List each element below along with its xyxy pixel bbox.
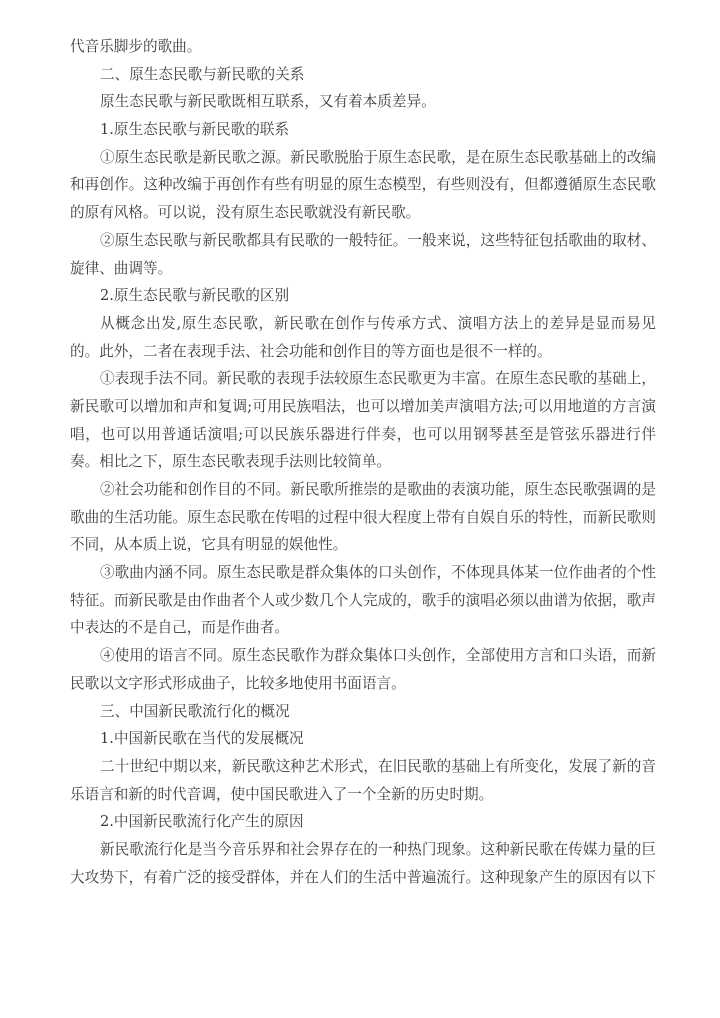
text-line: 歌曲的生活功能。原生态民歌在传唱的过程中很大程度上带有自娱自乐的特性，而新民歌则 <box>70 508 656 526</box>
text-line: 1.原生态民歌与新民歌的联系 <box>100 121 290 139</box>
text-line: 2.中国新民歌流行化产生的原因 <box>100 813 304 831</box>
text-line: 三、中国新民歌流行化的概况 <box>100 702 290 720</box>
text-line: 大攻势下，有着广泛的接受群体，并在人们的生活中普遍流行。这种现象产生的原因有以下 <box>70 868 656 886</box>
text-line: 新民歌流行化是当今音乐界和社会界存在的一种热门现象。这种新民歌在传媒力量的巨 <box>100 840 656 858</box>
text-line: 不同，从本质上说，它具有明显的娱他性。 <box>70 536 348 554</box>
paragraph <box>70 808 656 836</box>
paragraph <box>70 144 656 227</box>
text-line: 2.原生态民歌与新民歌的区别 <box>100 287 290 305</box>
paragraph <box>70 310 656 365</box>
paragraph <box>70 227 656 282</box>
text-line: 和再创作。这种改编于再创作有些有明显的原生态模型，有些则没有，但都遵循原生态民歌 <box>70 176 656 194</box>
paragraph <box>70 642 656 697</box>
paragraph <box>70 33 656 61</box>
text-line: 代音乐脚步的歌曲。 <box>70 38 202 55</box>
document-body <box>70 33 656 891</box>
text-line: 唱，也可以用普通话演唱;可以民族乐器进行伴奏，也可以用钢琴甚至是管弦乐器进行伴 <box>70 425 656 443</box>
text-line: 原生态民歌与新民歌既相互联系，又有着本质差异。 <box>100 93 436 111</box>
paragraph <box>70 559 656 642</box>
text-line: 新民歌可以增加和声和复调;可用民族唱法，也可以增加美声演唱方法;可以用地道的方言演 <box>70 397 656 415</box>
paragraph <box>70 836 656 891</box>
text-line: ②原生态民歌与新民歌都具有民歌的一般特征。一般来说，这些特征包括歌曲的取材、 <box>100 231 656 249</box>
text-line: ①原生态民歌是新民歌之源。新民歌脱胎于原生态民歌，是在原生态民歌基础上的改编 <box>100 148 656 166</box>
text-line: ①表现手法不同。新民歌的表现手法较原生态民歌更为丰富。在原生态民歌的基础上， <box>100 370 656 388</box>
paragraph <box>70 61 656 89</box>
paragraph <box>70 88 656 116</box>
text-line: 奏。相比之下，原生态民歌表现手法则比较简单。 <box>70 453 392 471</box>
text-line: 特征。而新民歌是由作曲者个人或少数几个人完成的，歌手的演唱必须以曲谱为依据，歌声 <box>70 591 656 609</box>
paragraph <box>70 282 656 310</box>
paragraph <box>70 116 656 144</box>
text-line: 民歌以文字形式形成曲子，比较多地使用书面语言。 <box>70 674 406 692</box>
text-line: 的。此外，二者在表现手法、社会功能和创作目的等方面也是很不一样的。 <box>70 342 552 360</box>
text-line: 二十世纪中期以来，新民歌这种艺术形式，在旧民歌的基础上有所变化，发展了新的音 <box>100 757 656 775</box>
text-line: ④使用的语言不同。原生态民歌作为群众集体口头创作，全部使用方言和口头语，而新 <box>100 647 656 665</box>
text-line: 旋律、曲调等。 <box>70 259 173 277</box>
paragraph <box>70 725 656 753</box>
paragraph <box>70 753 656 808</box>
text-line: ②社会功能和创作目的不同。新民歌所推崇的是歌曲的表演功能，原生态民歌强调的是 <box>100 481 656 498</box>
text-line: 乐语言和新的时代音调，使中国民歌进入了一个全新的历史时期。 <box>70 785 494 803</box>
paragraph <box>70 476 656 559</box>
paragraph <box>70 698 656 726</box>
text-line: 二、原生态民歌与新民歌的关系 <box>100 65 305 83</box>
paragraph <box>70 365 656 476</box>
text-line: ③歌曲内涵不同。原生态民歌是群众集体的口头创作，不体现具体某一位作曲者的个性 <box>100 564 656 582</box>
text-line: 中表达的不是自己，而是作曲者。 <box>70 619 289 637</box>
text-line: 的原有风格。可以说，没有原生态民歌就没有新民歌。 <box>70 204 421 222</box>
text-line: 从概念出发,原生态民歌，新民歌在创作与传承方式、演唱方法上的差异是显而易见 <box>100 314 656 332</box>
text-line: 1.中国新民歌在当代的发展概况 <box>100 730 304 748</box>
